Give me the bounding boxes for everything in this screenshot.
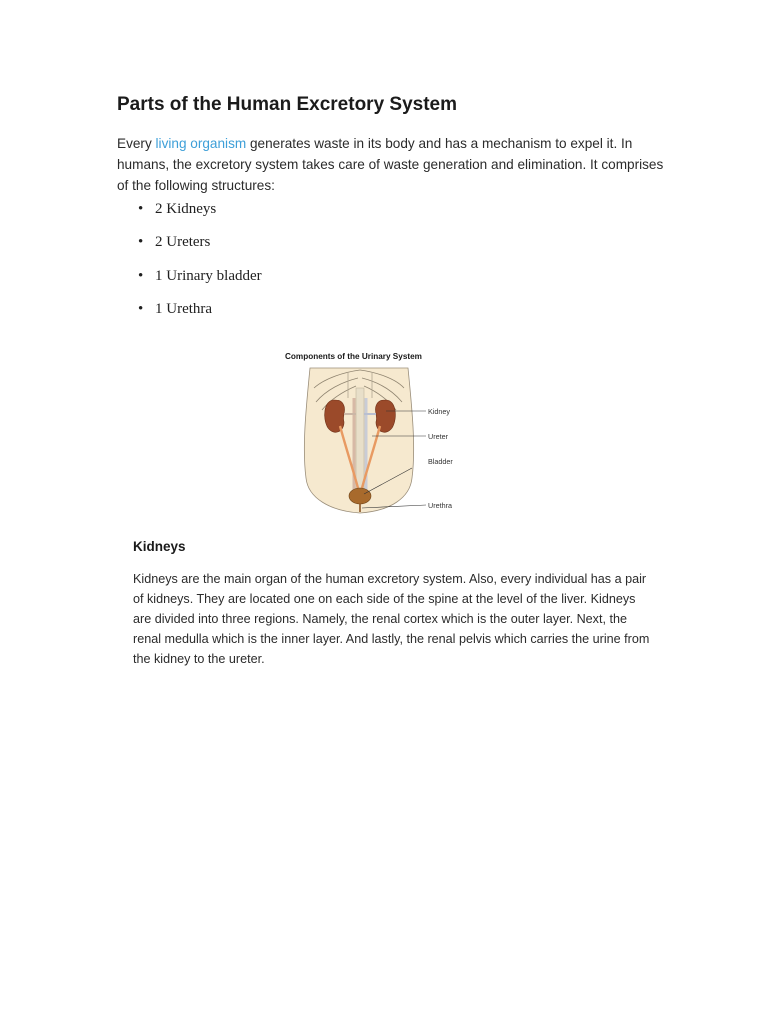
list-item-label: 2 Kidneys xyxy=(155,201,217,217)
structures-list xyxy=(138,198,262,331)
figure-title: Components of the Urinary System xyxy=(285,352,422,361)
bullet-icon: • xyxy=(138,267,144,284)
intro-text-end: generates waste in its body and has a mechanism to expel it. In humans, the excretory system takes care of waste generation and elimination. It comprises of the following structures: xyxy=(117,136,664,193)
list-item-label: 1 Urethra xyxy=(155,300,213,317)
kidneys-heading: Kidneys xyxy=(133,539,186,554)
bullet-icon: • xyxy=(138,201,144,217)
kidneys-paragraph: Kidneys are the main organ of the human excretory system. Also, every individual has a pair of kidneys. They are located one on each side of the spine at the level of the liver. Kidneys are divided into three regions. Namely, the renal cortex which is the outer layer. Next, the renal medulla which is the inner layer. And lastly, the renal pelvis which carries the urine from the kidney to the ureter. xyxy=(133,572,650,666)
intro-text-start: Every xyxy=(117,136,156,151)
bullet-icon: • xyxy=(138,234,144,251)
list-item xyxy=(138,265,262,298)
ureter-label: Ureter xyxy=(428,432,448,441)
urinary-system-figure xyxy=(280,348,460,518)
bladder-label: Bladder xyxy=(428,457,453,466)
list-item xyxy=(138,298,262,331)
list-item xyxy=(138,231,262,264)
urethra-label: Urethra xyxy=(428,501,452,510)
intro-paragraph xyxy=(117,133,677,196)
bullet-icon: • xyxy=(138,300,144,317)
list-item-label: 1 Urinary bladder xyxy=(155,267,262,284)
list-item-label: 2 Ureters xyxy=(155,234,211,251)
list-item xyxy=(138,198,262,231)
page-title: Parts of the Human Excretory System xyxy=(117,94,458,115)
kidney-label: Kidney xyxy=(428,407,450,416)
living-organism-link[interactable]: living organism xyxy=(155,136,247,151)
